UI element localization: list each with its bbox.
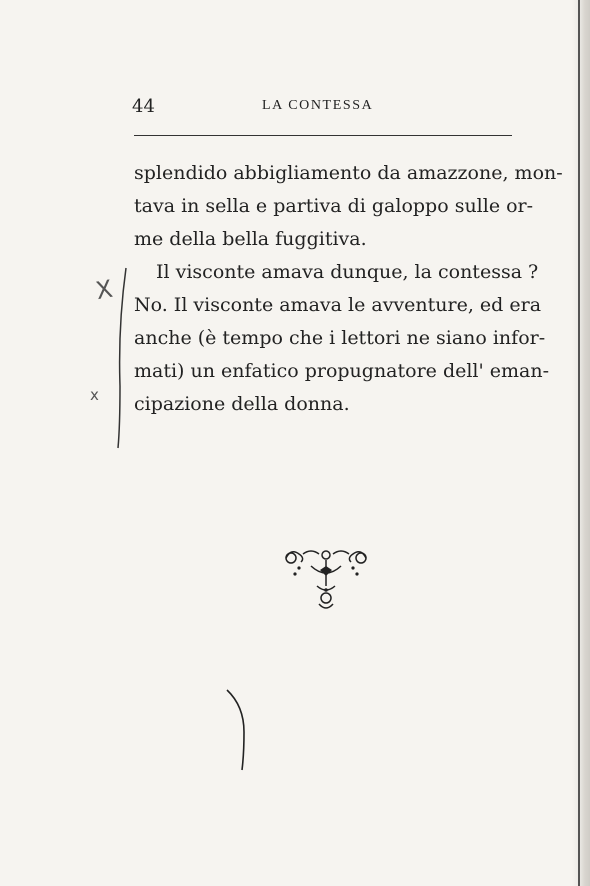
page-header	[132, 96, 514, 120]
text-line: No. Il visconte amava le avventure, ed era	[134, 294, 542, 316]
binding-line	[578, 0, 580, 886]
margin-mark-x-small: x	[90, 386, 99, 404]
text-line: mati) un enfatico propugnatore dell' eman-	[134, 360, 550, 382]
text-line: anche (è tempo che i lettori ne siano infor-	[134, 327, 546, 349]
decorative-ornament-icon	[281, 546, 371, 612]
body-text	[134, 157, 563, 421]
margin-mark-x-large: X	[93, 274, 115, 306]
page-binding-edge	[572, 0, 590, 886]
header-rule	[134, 135, 512, 136]
text-line: cipazione della donna.	[134, 393, 350, 415]
text-line: Il visconte amava dunque, la contessa ?	[156, 261, 539, 283]
margin-pencil-line	[112, 266, 132, 450]
text-line: splendido abbigliamento da amazzone, mon-	[134, 162, 563, 184]
running-head: LA CONTESSA	[262, 98, 374, 113]
pencil-stroke-bottom	[224, 688, 254, 772]
text-line: me della bella fuggitiva.	[134, 228, 367, 250]
page-number: 44	[132, 96, 155, 117]
text-line: tava in sella e partiva di galoppo sulle or-	[134, 195, 534, 217]
